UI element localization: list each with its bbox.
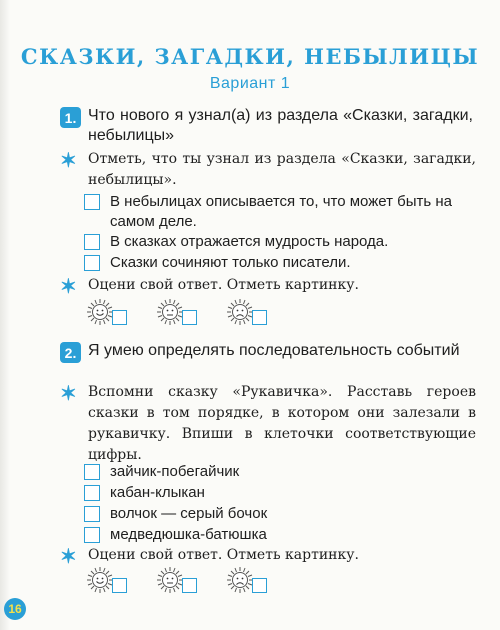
neutral-sun-icon bbox=[156, 566, 184, 594]
answer-checkbox[interactable] bbox=[182, 310, 197, 325]
star-bullet-icon: ✶ bbox=[60, 276, 77, 298]
answer-checkbox[interactable] bbox=[252, 310, 267, 325]
section-1-heading: Что нового я узнал(а) из раздела «Сказки, загадки, небылицы» bbox=[88, 107, 473, 144]
answer-checkbox[interactable] bbox=[84, 506, 100, 522]
answer-checkbox[interactable] bbox=[112, 310, 127, 325]
sad-sun-icon bbox=[226, 298, 254, 326]
neutral-sun-icon bbox=[156, 298, 184, 326]
sad-sun-icon bbox=[226, 566, 254, 594]
answer-checkbox[interactable] bbox=[84, 464, 100, 480]
self-assessment-neutral[interactable] bbox=[156, 298, 197, 326]
answer-checkbox[interactable] bbox=[84, 194, 100, 210]
section-2-option-3[interactable] bbox=[84, 504, 479, 524]
section-1-option-3[interactable] bbox=[84, 253, 479, 273]
section-2-option-4[interactable] bbox=[84, 525, 479, 545]
option-label: кабан-клыкан bbox=[110, 484, 205, 501]
option-label: зайчик-побегайчик bbox=[110, 463, 240, 480]
answer-checkbox[interactable] bbox=[84, 234, 100, 250]
happy-sun-icon bbox=[86, 298, 114, 326]
option-label: В небылицах описывается то, что может быть на самом деле. bbox=[110, 193, 452, 230]
section-2-option-1[interactable] bbox=[84, 462, 479, 482]
section-2-option-2[interactable] bbox=[84, 483, 479, 503]
page-title: СКАЗКИ, ЗАГАДКИ, НЕБЫЛИЦЫ bbox=[20, 44, 480, 69]
self-assessment-sad[interactable] bbox=[226, 566, 267, 594]
section-1-option-1[interactable] bbox=[84, 192, 479, 232]
answer-checkbox[interactable] bbox=[112, 578, 127, 593]
star-bullet-icon: ✶ bbox=[60, 383, 77, 405]
star-bullet-icon: ✶ bbox=[60, 150, 77, 172]
star-bullet-icon: ✶ bbox=[60, 546, 77, 568]
self-assessment-neutral[interactable] bbox=[156, 566, 197, 594]
answer-checkbox[interactable] bbox=[84, 485, 100, 501]
answer-checkbox[interactable] bbox=[84, 255, 100, 271]
page-binding-edge bbox=[0, 0, 10, 630]
happy-sun-icon bbox=[86, 566, 114, 594]
option-label: Сказки сочиняют только писатели. bbox=[110, 254, 351, 271]
self-assessment-sad[interactable] bbox=[226, 298, 267, 326]
section-2-task-text: Вспомни сказку «Рукавичка». Расставь героев сказки в том порядке, в котором они залезали в рукавичку. Впиши в клеточки соответствующие цифры. bbox=[88, 384, 476, 463]
option-label: волчок — серый бочок bbox=[110, 505, 268, 522]
answer-checkbox[interactable] bbox=[182, 578, 197, 593]
option-label: В сказках отражается мудрость народа. bbox=[110, 233, 389, 250]
answer-checkbox[interactable] bbox=[84, 527, 100, 543]
option-label: медведюшка-батюшка bbox=[110, 526, 267, 543]
self-assessment-happy[interactable] bbox=[86, 566, 127, 594]
section-1-task-text: Отметь, что ты узнал из раздела «Сказки, загадки, небылицы». bbox=[88, 151, 476, 188]
section-1-option-2[interactable] bbox=[84, 232, 479, 252]
section-2-heading: Я умею определять последовательность событий bbox=[88, 342, 460, 359]
page-number-badge: 16 bbox=[4, 598, 26, 620]
answer-checkbox[interactable] bbox=[252, 578, 267, 593]
variant-label: Вариант 1 bbox=[209, 75, 291, 92]
section-1-evaluate-text: Оцени свой ответ. Отметь картинку. bbox=[88, 277, 359, 293]
section-2-evaluate-text: Оцени свой ответ. Отметь картинку. bbox=[88, 547, 359, 563]
section-1-number-badge: 1. bbox=[60, 107, 81, 128]
self-assessment-happy[interactable] bbox=[86, 298, 127, 326]
section-2-number-badge: 2. bbox=[60, 342, 81, 363]
